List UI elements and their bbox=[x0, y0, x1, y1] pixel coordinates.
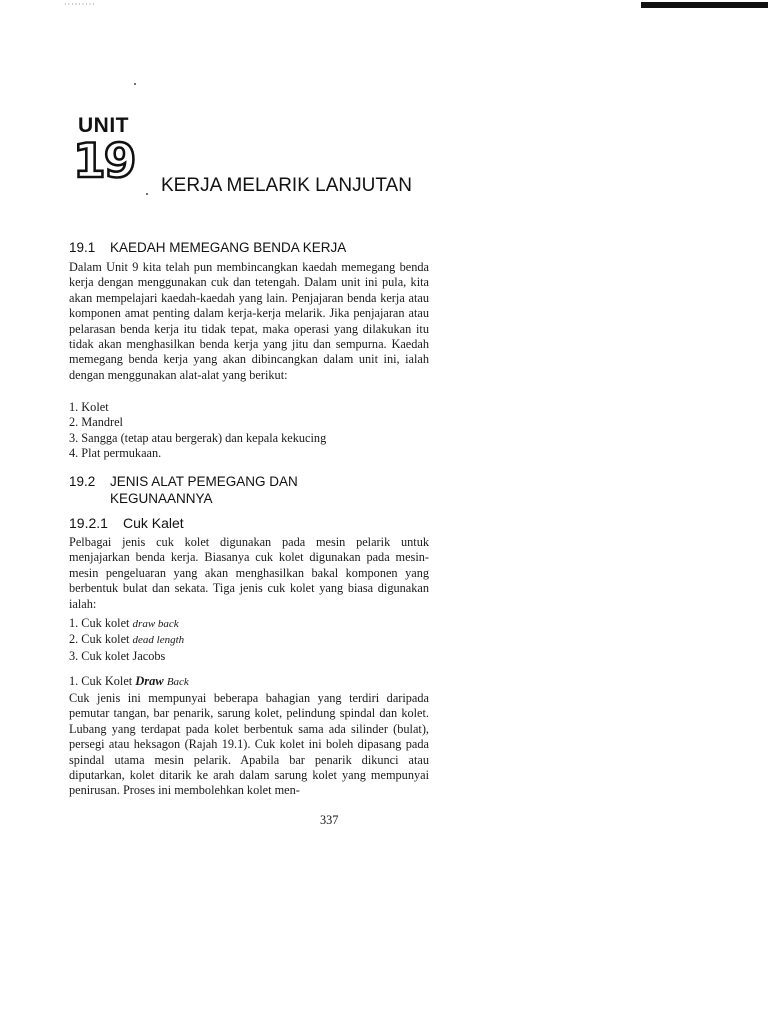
draw-back-subheading: 1. Cuk Kolet Draw Back bbox=[69, 674, 189, 688]
list-item: 4. Plat permukaan. bbox=[69, 446, 162, 461]
list-item: 2. Mandrel bbox=[69, 415, 123, 430]
page-number: 337 bbox=[320, 813, 339, 827]
collet-types-list bbox=[69, 616, 184, 664]
section-title-line2: KEGUNAANNYA bbox=[110, 491, 213, 506]
section-19-2-1-heading bbox=[69, 515, 184, 531]
section-number: 19.1 bbox=[69, 240, 96, 255]
section-19-1-list bbox=[69, 400, 326, 462]
section-19-2-heading bbox=[69, 473, 298, 507]
list-item: 3. Cuk kolet Jacobs bbox=[69, 648, 166, 663]
section-19-2-1-paragraph: Pelbagai jenis cuk kolet digunakan pada mesin pelarik untuk menjajarkan benda kerja. Biasanya cuk kolet digunakan pada mesin-mesin pengeluaran yang akan menghasilkan bakal komponen yang berbentuk bulat dan sekata. Tiga jenis cuk kolet yang biasa digunakan ialah: bbox=[69, 535, 429, 611]
list-item: 2. Cuk kolet dead length bbox=[69, 632, 185, 647]
unit-number: 19 bbox=[73, 134, 135, 189]
section-19-1-paragraph: Dalam Unit 9 kita telah pun membincangkan kaedah memegang benda kerja dengan menggunakan cuk dan tetengah. Dalam unit ini pula, kita akan mempelajari kaedah-kaedah yang lain. Penjajaran benda kerja atau komponen amat penting dalam kerja-kerja melarik. Jika penjajaran atau pelarasan benda kerja itu tidak tepat, maka operasi yang dilakukan itu tidak akan menghasilkan benda kerja yang jitu dan sempurna. Kaedah memegang benda kerja yang akan dibincangkan dalam unit ini, ialah dengan menggunakan alat-alat yang berikut: bbox=[69, 260, 429, 382]
list-item: 1. Kolet bbox=[69, 400, 109, 414]
unit-label: UNIT bbox=[78, 114, 129, 137]
list-item: 3. Sangga (tetap atau bergerak) dan kepala kekucing bbox=[69, 430, 327, 445]
section-number: 19.2.1 bbox=[69, 515, 108, 531]
top-rule bbox=[641, 2, 768, 8]
section-19-1-heading bbox=[69, 239, 346, 256]
section-number: 19.2 bbox=[69, 474, 96, 489]
draw-back-paragraph: Cuk jenis ini mempunyai beberapa bahagian yang terdiri daripada pemutar tangan, bar penarik, sarung kolet, pelindung spindal dan kolet. Lubang yang terdapat pada kolet berbentuk sama ada silinder (bulat), persegi atau heksagon (Rajah 19.1). Cuk kolet ini boleh dipasang pada spindal utama mesin pelarik. Apabila bar penarik dikunci atau diputarkan, kolet ditarik ke arah dalam sarung kolet yang mempunyai penirusan. Proses ini membolehkan kolet men- bbox=[69, 691, 429, 798]
scan-speck bbox=[146, 193, 148, 195]
section-title: KAEDAH MEMEGANG BENDA KERJA bbox=[110, 240, 347, 255]
scan-speck bbox=[134, 83, 136, 85]
scan-header-mark: ········· bbox=[64, 0, 96, 9]
list-item: 1. Cuk kolet draw back bbox=[69, 616, 179, 630]
section-title-line1: JENIS ALAT PEMEGANG DAN bbox=[110, 474, 298, 489]
section-title: Cuk Kalet bbox=[123, 515, 184, 531]
unit-title: KERJA MELARIK LANJUTAN bbox=[161, 175, 412, 196]
